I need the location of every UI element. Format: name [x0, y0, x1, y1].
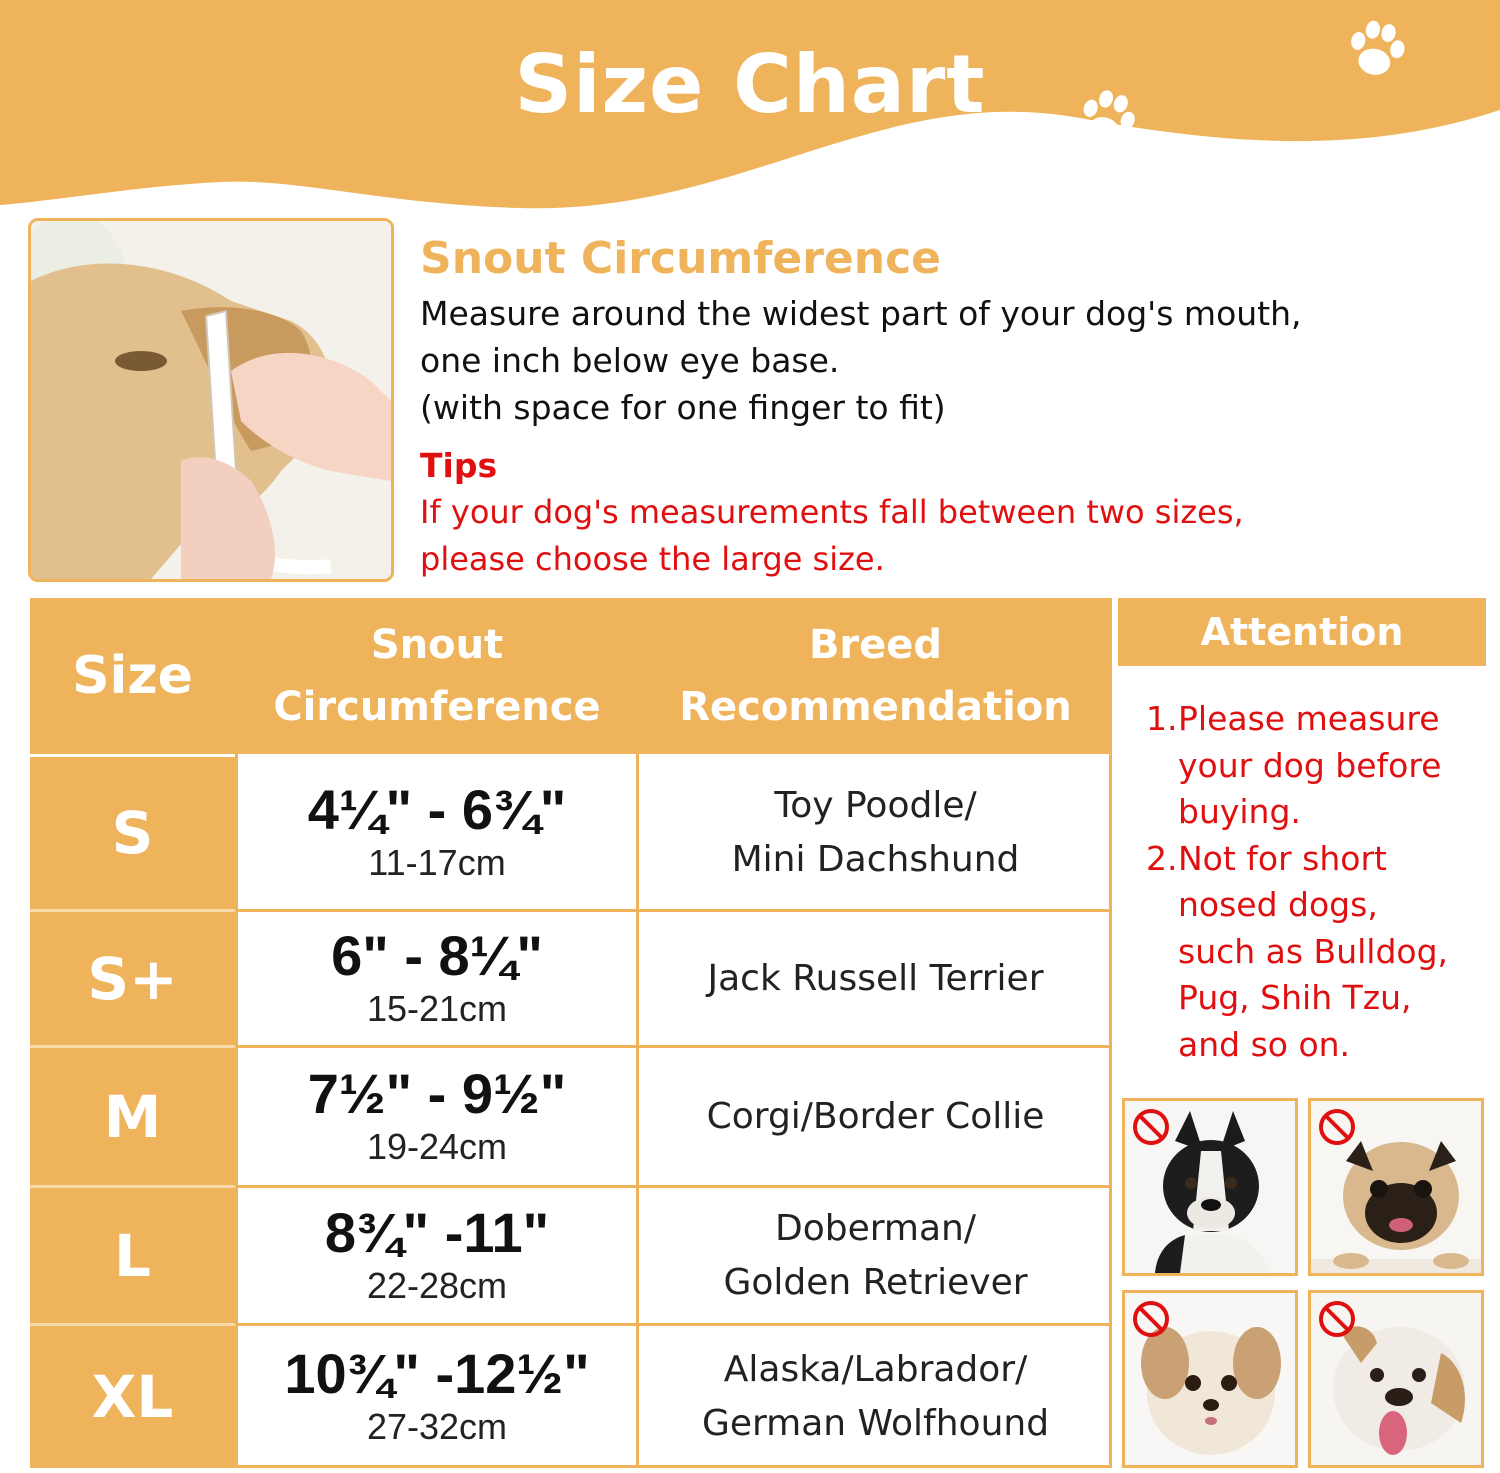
- attention-number: 1.: [1146, 699, 1178, 738]
- breed-text: Golden Retriever: [723, 1261, 1028, 1303]
- header-breed: [639, 598, 1112, 754]
- attention-item: [1146, 696, 1486, 836]
- breed-text: Toy Poodle/: [774, 785, 977, 826]
- table-row: [238, 1048, 636, 1185]
- header-snout-line: Snout: [370, 622, 504, 668]
- table-divider: [235, 909, 1112, 912]
- header-breed-line: Recommendation: [679, 684, 1072, 730]
- header-banner: [0, 0, 1500, 215]
- size-label: S: [111, 799, 154, 867]
- breed-text: Alaska/Labrador/: [723, 1349, 1028, 1390]
- cm-range: 15-21cm: [366, 987, 508, 1029]
- size-cell: [30, 1188, 235, 1323]
- attention-line: such as Bulldog,: [1178, 931, 1449, 971]
- size-table: [30, 598, 1112, 1468]
- header-size: [30, 598, 235, 754]
- tips-text: please choose the large size.: [420, 540, 885, 578]
- cm-range: 22-28cm: [366, 1264, 508, 1306]
- prohibited-icon: [1131, 1107, 1171, 1147]
- table-divider: [30, 1045, 235, 1048]
- size-cell: [30, 1048, 235, 1185]
- size-cell: [30, 757, 235, 909]
- attention-number: 2.: [1146, 838, 1178, 878]
- table-divider: [235, 1045, 1112, 1048]
- attention-list: [1146, 696, 1486, 1068]
- header-breed-line: Breed: [808, 622, 943, 668]
- breed-cell: [639, 1188, 1112, 1323]
- table-divider: [30, 909, 235, 912]
- table-divider: [30, 1323, 235, 1326]
- breed-text: German Wolfhound: [701, 1403, 1050, 1444]
- header-snout: [238, 598, 636, 754]
- short-nosed-dogs: [1122, 1098, 1486, 1468]
- table-row: [238, 912, 636, 1045]
- inch-range: 7½" - 9½": [307, 1061, 567, 1125]
- cm-range: 19-24cm: [366, 1125, 508, 1167]
- header-size-label: Size: [72, 646, 193, 706]
- breed-cell: [639, 1048, 1112, 1185]
- breed-text: Doberman/: [775, 1207, 976, 1249]
- table-divider: [235, 1185, 1112, 1188]
- attention-line: buying.: [1178, 792, 1301, 831]
- dog-thumbnail: [1122, 1098, 1298, 1276]
- inch-range: 6" - 8¼": [331, 923, 543, 987]
- dog-measuring-photo: [28, 218, 394, 582]
- cm-range: 27-32cm: [366, 1406, 508, 1447]
- size-label: M: [103, 1082, 162, 1151]
- attention-item: [1146, 836, 1486, 1069]
- instruction-line: Measure around the widest part of your dog's mouth,: [420, 294, 1302, 333]
- page-title: Size Chart: [514, 38, 986, 131]
- inch-range: 4¼" - 6¾": [307, 778, 567, 841]
- size-label: L: [114, 1221, 151, 1290]
- size-cell: [30, 912, 235, 1045]
- dog-thumbnail: [1308, 1098, 1484, 1276]
- inch-range: 10¾" -12½": [284, 1342, 590, 1405]
- table-divider: [636, 598, 639, 1468]
- breed-text: Mini Dachshund: [731, 839, 1020, 880]
- size-label: S+: [87, 944, 178, 1013]
- attention-line: your dog before: [1178, 745, 1442, 785]
- table-row: [238, 1188, 636, 1323]
- breed-cell: [639, 912, 1112, 1045]
- prohibited-icon: [1317, 1299, 1357, 1339]
- table-divider: [1109, 754, 1112, 1468]
- breed-cell: [639, 1326, 1112, 1468]
- attention-title: Attention: [1200, 610, 1404, 654]
- size-label: XL: [91, 1363, 174, 1431]
- table-divider: [235, 1465, 1112, 1468]
- breed-text: Jack Russell Terrier: [707, 957, 1044, 999]
- table-divider: [235, 1323, 1112, 1326]
- section-heading: Snout Circumference: [420, 233, 942, 284]
- attention-line: Not for short: [1178, 838, 1387, 878]
- instruction-line: (with space for one finger to fit): [420, 388, 946, 427]
- table-divider: [30, 1185, 235, 1188]
- attention-line: Please measure: [1178, 699, 1440, 738]
- attention-line: and so on.: [1178, 1024, 1351, 1064]
- inch-range: 8¾" -11": [324, 1200, 550, 1264]
- paw-icon: [1072, 82, 1144, 154]
- header-snout-line: Circumference: [273, 684, 601, 730]
- attention-header: [1118, 598, 1486, 666]
- tips-text: If your dog's measurements fall between two sizes,: [420, 493, 1244, 531]
- cm-range: 11-17cm: [368, 842, 506, 883]
- prohibited-icon: [1317, 1107, 1357, 1147]
- instruction-line: one inch below eye base.: [420, 341, 840, 380]
- prohibited-icon: [1131, 1299, 1171, 1339]
- size-cell: [30, 1326, 235, 1468]
- dog-thumbnail: [1308, 1290, 1484, 1468]
- breed-text: Corgi/Border Collie: [706, 1095, 1045, 1137]
- measurement-instructions: [420, 228, 1480, 583]
- breed-cell: [639, 757, 1112, 909]
- attention-line: nosed dogs,: [1178, 885, 1378, 924]
- table-row: [238, 1326, 636, 1468]
- table-row: [238, 757, 636, 909]
- paw-icon: [1340, 12, 1414, 86]
- attention-line: Pug, Shih Tzu,: [1178, 978, 1412, 1017]
- tips-label: Tips: [420, 446, 498, 485]
- table-divider: [235, 598, 238, 1468]
- dog-thumbnail: [1122, 1290, 1298, 1468]
